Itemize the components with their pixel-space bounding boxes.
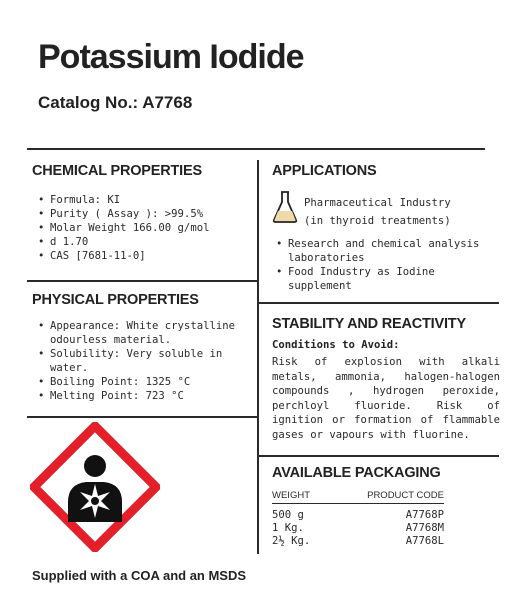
product-code-cell: A7768P [405,509,444,521]
table-row [272,522,444,535]
list-item: • Melting Point: 723 °C [38,389,244,403]
page-title: Potassium Iodide [38,38,304,76]
list-item: • Purity ( Assay ): >99.5% [38,207,248,221]
stability-text: Risk of explosion with alkali metals, ammonia, halogen-halogen compounds , hydrogen peroxide, perchloyl fluoride. Risk of ignition or formation of flammable gases or vapours with fluorine. [272,356,500,441]
list-item: • Boiling Point: 1325 °C [38,375,244,389]
weight-cell: 2½ Kg. [272,535,311,547]
list-item: • Research and chemical analysis laboratories [276,237,494,265]
column-divider [257,160,259,554]
applications-list [276,237,494,293]
right-mid-divider [259,302,499,304]
packaging-heading: AVAILABLE PACKAGING [272,465,441,481]
table-row [272,509,444,522]
list-item: • Food Industry as Iodine supplement [276,265,494,293]
applications-heading: APPLICATIONS [272,163,377,179]
table-row [272,535,444,548]
physical-properties-list [38,319,244,403]
weight-cell: 1 Kg. [272,522,304,534]
list-item: • CAS [7681-11-0] [38,249,248,263]
packaging-table [272,489,444,548]
top-divider [27,148,485,150]
chemical-properties-heading: CHEMICAL PROPERTIES [32,163,202,179]
list-item: • Solubility: Very soluble in water. [38,347,244,375]
product-code-cell: A7768L [405,535,444,547]
right-lower-divider [259,455,499,457]
left-lower-divider [27,416,257,418]
conditions-label: Conditions to Avoid: [272,339,400,351]
application-highlight-line2: (in thyroid treatments) [304,215,451,227]
stability-heading: STABILITY AND REACTIVITY [272,316,466,332]
product-code-cell: A7768M [405,522,444,534]
application-highlight-line1: Pharmaceutical Industry [304,197,451,209]
physical-properties-heading: PHYSICAL PROPERTIES [32,292,199,308]
weight-cell: 500 g [272,509,304,521]
catalog-number: Catalog No.: A7768 [38,93,193,112]
erlenmeyer-flask-icon [272,190,298,224]
list-item: • Molar Weight 166.00 g/mol [38,221,248,235]
list-item: • Formula: KI [38,193,248,207]
footer-note: Supplied with a COA and an MSDS [32,568,247,583]
weight-column-header: WEIGHT [272,490,310,501]
product-code-column-header: PRODUCT CODE [367,490,444,501]
packaging-table-header [272,489,444,504]
health-hazard-pictogram-icon [30,422,160,552]
chemical-properties-list [38,193,248,263]
list-item: • Appearance: White crystalline odourless material. [38,319,244,347]
left-mid-divider [27,280,257,282]
list-item: • d 1.70 [38,235,248,249]
